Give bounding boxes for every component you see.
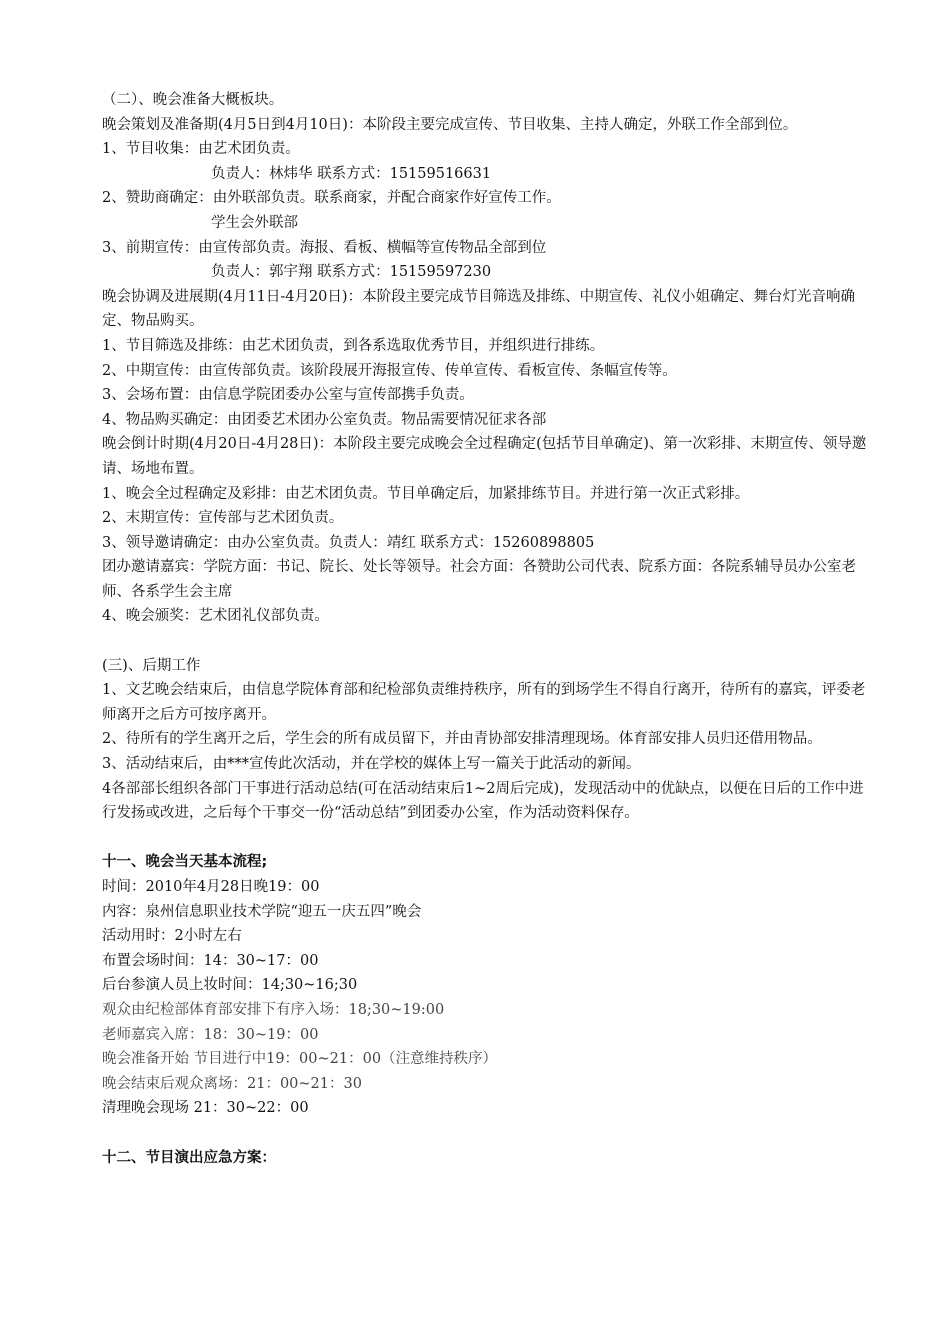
phase-3-item: 1、晚会全过程确定及彩排：由艺术团负责。节目单确定后，加紧排练节目。并进行第一次正式彩排。 [102,485,750,502]
schedule-line: 老师嘉宾入席：18：30~19：00 [102,1026,319,1043]
phase-3-guests: 团办邀请嘉宾：学院方面：书记、院长、处长等领导。社会方面：各赞助公司代表、院系方面：各院系辅导员办公室老师、各系学生会主席 [102,559,856,600]
section-3-item: 1、文艺晚会结束后，由信息学院体育部和纪检部负责维持秩序，所有的到场学生不得自行离开，待所有的嘉宾，评委老师离开之后方可按序离开。 [102,682,866,723]
phase-2-item: 1、节目筛选及排练：由艺术团负责，到各系选取优秀节目，并组织进行排练。 [102,337,605,354]
section-3-item: 2、待所有的学生离开之后，学生会的所有成员留下，并由青协部安排清理现场。体育部安排人员归还借用物品。 [102,731,822,748]
spacer [102,826,872,851]
document-page [102,88,872,1170]
phase-2-item: 4、物品购买确定：由团委艺术团办公室负责。物品需要情况征求各部 [102,411,547,428]
phase-3-intro: 晚会倒计时期(4月20日-4月28日)：本阶段主要完成晚会全过程确定(包括节目单确定)、第一次彩排、末期宣传、领导邀请、场地布置。 [102,436,867,477]
phase-3-item: 3、领导邀请确定：由办公室负责。负责人：靖红 联系方式：15260898805 [102,534,595,551]
schedule-line: 观众由纪检部体育部安排下有序入场：18;30~19:00 [102,1001,445,1018]
phase-2-item: 2、中期宣传：由宣传部负责。该阶段展开海报宣传、传单宣传、看板宣传、条幅宣传等。 [102,362,677,379]
section-3-item: 3、活动结束后，由***宣传此次活动，并在学校的媒体上写一篇关于此活动的新闻。 [102,756,641,773]
phase-2-item: 3、会场布置：由信息学院团委办公室与宣传部携手负责。 [102,387,474,404]
section-3-item: 4各部部长组织各部门干事进行活动总结(可在活动结束后1~2周后完成)，发现活动中的优缺点，以便在日后的工作中进行发扬或改进，之后每个干事交一份“活动总结”到团委办公室，作为活动资料保存。 [102,780,864,822]
section-11-heading: 十一、晚会当天基本流程; [102,854,268,871]
schedule-line: 后台参演人员上妆时间：14;30~16;30 [102,977,358,994]
phase-1-intro: 晚会策划及准备期(4月5日到4月10日)：本阶段主要完成宣传、节目收集、主持人确定，外联工作全部到位。 [102,116,798,133]
phase-1-contact: 负责人：林炜华 联系方式：15159516631 [211,165,492,182]
schedule-line: 清理晚会现场 21：30~22：00 [102,1100,309,1117]
schedule-line: 内容：泉州信息职业技术学院“迎五一庆五四”晚会 [102,903,422,920]
phase-1-item: 1、节目收集：由艺术团负责。 [102,141,300,158]
spacer [102,1121,872,1146]
phase-3-item: 2、末期宣传：宣传部与艺术团负责。 [102,510,344,527]
phase-1-item: 3、前期宣传：由宣传部负责。海报、看板、横幅等宣传物品全部到位 [102,239,547,256]
phase-2-intro: 晚会协调及进展期(4月11日-4月20日)：本阶段主要完成节目筛选及排练、中期宣传、礼仪小姐确定、舞台灯光音响确定、物品购买。 [102,288,856,330]
section-2-heading: （二）、晚会准备大概板块。 [102,92,284,108]
phase-1-contact: 负责人：郭宇翔 联系方式：15159597230 [211,264,492,281]
section-12-heading: 十二、节目演出应急方案： [102,1149,276,1166]
schedule-line: 活动用时：2小时左右 [102,928,242,945]
schedule-line: 晚会结束后观众离场：21：00~21：30 [102,1075,362,1092]
phase-1-contact: 学生会外联部 [211,214,298,231]
schedule-line: 晚会准备开始 节目进行中19：00~21：00（注意维持秩序） [102,1051,498,1068]
schedule-line: 布置会场时间：14：30~17：00 [102,952,319,969]
phase-3-award: 4、晚会颁奖：艺术团礼仪部负责。 [102,608,329,625]
phase-1-item: 2、赞助商确定：由外联部负责。联系商家，并配合商家作好宣传工作。 [102,190,561,207]
section-3-heading: (三)、后期工作 [102,657,201,674]
schedule-line: 时间：2010年4月28日晚19：00 [102,879,320,895]
spacer [102,629,872,654]
